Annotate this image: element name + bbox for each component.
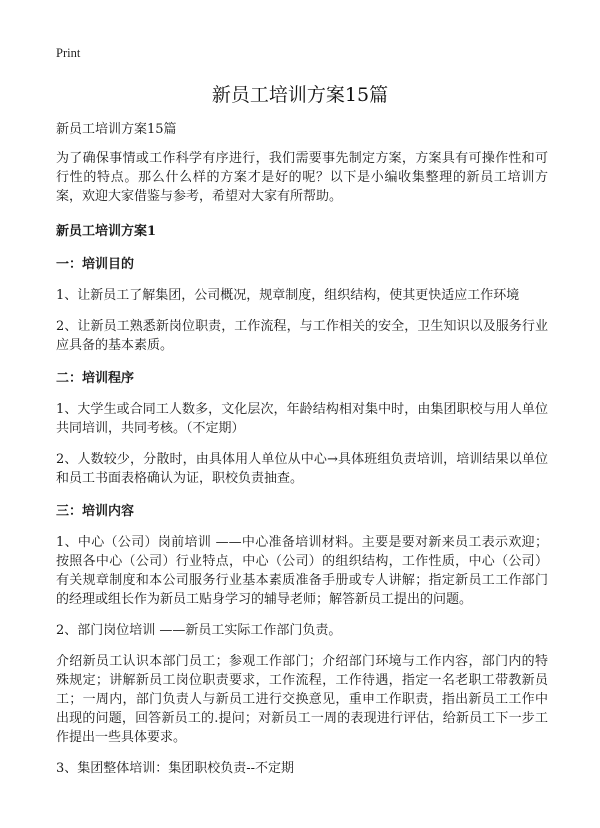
document-body (56, 120, 548, 790)
document-subtitle: 新员工培训方案15篇 (56, 122, 177, 137)
intro-paragraph: 为了确保事情或工作科学有序进行，我们需要事先制定方案，方案具有可操作性和可行性的特点。那么什么样的方案才是好的呢？以下是小编收集整理的新员工培训方案，欢迎大家借鉴与参考，希望对大家有所帮助。 (56, 151, 548, 204)
procedure-item-1: 1、大学生或合同工人数多，文化层次，年龄结构相对集中时，由集团职校与用人单位共同培训，共同考核。（不定期） (56, 402, 548, 436)
content-item-2-detail: 介绍新员工认识本部门员工；参观工作部门；介绍部门环境与工作内容，部门内的特殊规定；讲解新员工岗位职责要求，工作流程，工作待遇，指定一名老职工带教新员工；一周内，部门负责人与新员工进行交换意见，重申工作职责，指出新员工工作中出现的问题，回答新员工的.提问；对新员工一周的表现进行评估，给新员工下一步工作提出一些具体要求。 (56, 654, 548, 745)
procedure-item-2: 2、人数较少，分散时，由具体用人单位从中心→具体班组负责培训，培训结果以单位和员工书面表格确认为证，职校负责抽查。 (56, 452, 548, 486)
section-title: 新员工培训方案1 (56, 224, 157, 239)
heading-procedure: 二：培训程序 (56, 371, 135, 386)
heading-content: 三：培训内容 (56, 504, 135, 519)
heading-purpose: 一：培训目的 (56, 257, 135, 272)
purpose-item-2: 2、让新员工熟悉新岗位职责，工作流程，与工作相关的安全，卫生知识以及服务行业应具备的基本素质。 (56, 319, 548, 353)
print-link[interactable]: Print (56, 46, 81, 60)
content-item-1: 1、中心（公司）岗前培训 ——中心准备培训材料。主要是要对新来员工表示欢迎；按照各中心（公司）行业特点，中心（公司）的组织结构，工作性质，中心（公司）有关规章制度和本公司服务行业基本素质准备手册或专人讲解；指定新员工工作部门的经理或组长作为新员工贴身学习的辅导老师；解答新员工提出的问题。 (56, 535, 548, 607)
content-item-2: 2、部门岗位培训 ——新员工实际工作部门负责。 (56, 623, 342, 638)
document-title: 新员工培训方案15篇 (211, 84, 389, 106)
purpose-item-1: 1、让新员工了解集团，公司概况，规章制度，组织结构，使其更快适应工作环境 (56, 288, 520, 303)
content-item-3: 3、集团整体培训：集团职校负责--不定期 (56, 761, 295, 776)
